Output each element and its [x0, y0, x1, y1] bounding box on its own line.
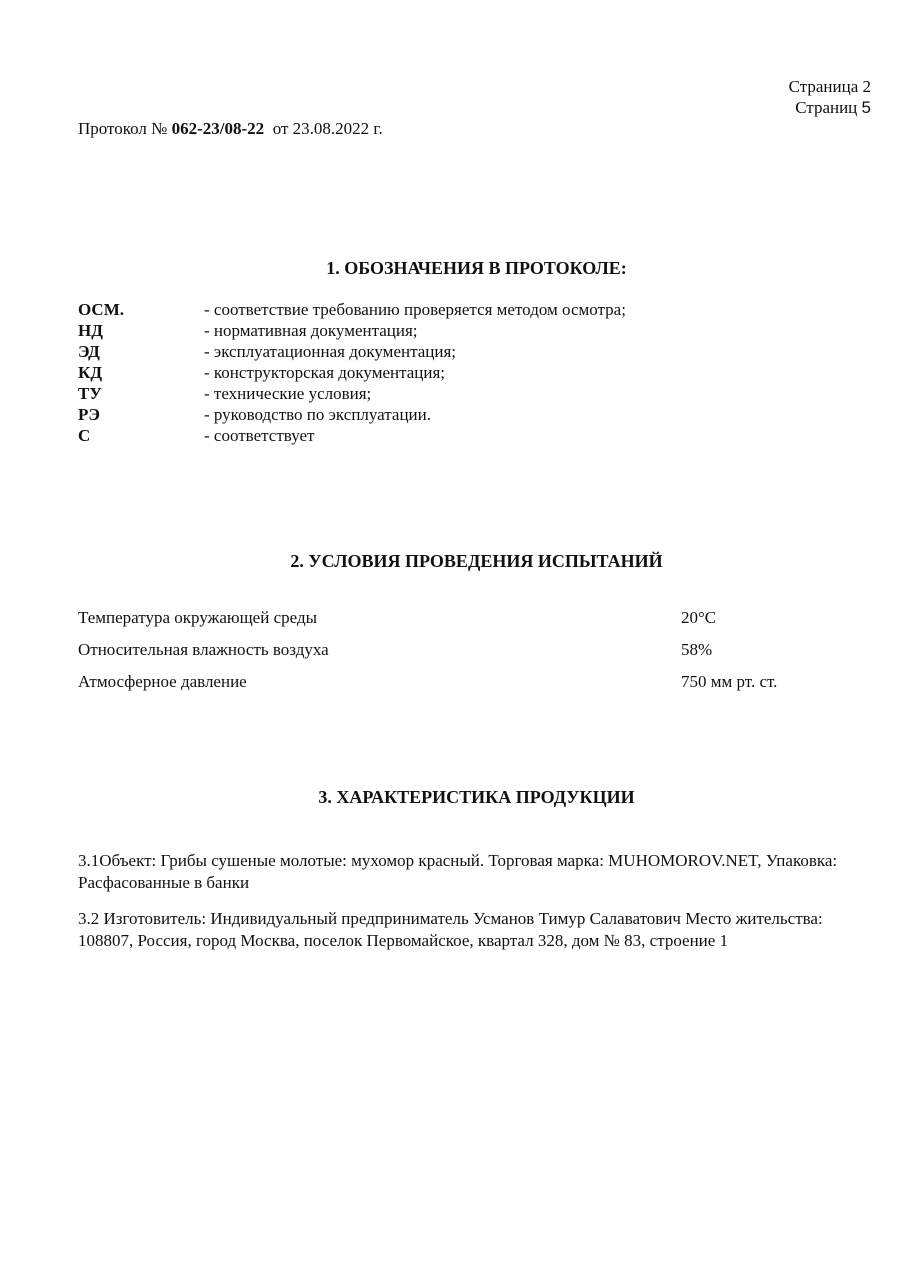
abbreviation-desc: - соответствие требованию проверяется методом осмотра; — [204, 300, 626, 319]
abbreviation-desc: - руководство по эксплуатации. — [204, 405, 432, 424]
product-object-paragraph: 3.1Объект: Грибы сушеные молотые: мухомор красный. Торговая марка: MUHOMOROV.NET, Упаковка: Расфасованные в банки — [78, 851, 838, 892]
abbreviation-code: ТУ — [78, 384, 102, 403]
abbreviation-row — [78, 383, 626, 404]
abbreviation-desc: - соответствует — [204, 426, 315, 445]
test-conditions — [78, 608, 838, 704]
condition-label: Относительная влажность воздуха — [78, 640, 329, 659]
condition-row — [78, 672, 838, 704]
abbreviation-code: С — [78, 426, 91, 445]
abbreviation-row — [78, 341, 626, 362]
abbreviation-desc: - конструкторская документация; — [204, 363, 446, 382]
abbreviation-row — [78, 404, 626, 425]
manufacturer-paragraph: 3.2 Изготовитель: Индивидуальный предприниматель Усманов Тимур Салаватович Место жительства: 108807, Россия, город Москва, поселок Первомайское, квартал 328, дом № 83, строение 1 — [78, 909, 823, 950]
abbreviation-desc: - технические условия; — [204, 384, 372, 403]
abbreviation-code: КД — [78, 363, 103, 382]
condition-value: 20°C — [681, 608, 717, 627]
condition-value: 750 мм рт. ст. — [681, 672, 778, 691]
pages-total: 5 — [861, 98, 871, 117]
protocol-date: от 23.08.2022 г. — [272, 119, 383, 138]
condition-label: Температура окружающей среды — [78, 608, 318, 627]
protocol-line — [78, 119, 383, 139]
condition-label: Атмосферное давление — [78, 672, 247, 691]
abbreviation-row — [78, 362, 626, 383]
condition-row — [78, 640, 838, 672]
abbreviation-code: ОСМ. — [78, 300, 125, 319]
condition-row — [78, 608, 838, 640]
abbreviation-desc: - эксплуатационная документация; — [204, 342, 457, 361]
abbreviation-row — [78, 299, 626, 320]
condition-value: 58% — [681, 640, 713, 659]
abbreviation-desc: - нормативная документация; — [204, 321, 418, 340]
section3-title: 3. ХАРАКТЕРИСТИКА ПРОДУКЦИИ — [318, 787, 635, 807]
pages-total-line — [789, 97, 871, 118]
abbreviation-code: РЭ — [78, 405, 100, 424]
section2-title: 2. УСЛОВИЯ ПРОВЕДЕНИЯ ИСПЫТАНИЙ — [290, 551, 663, 571]
abbreviation-code: ЭД — [78, 342, 100, 361]
page-label: Страница 2 — [788, 77, 871, 96]
page-number-block — [789, 76, 871, 118]
pages-label: Страниц — [795, 98, 858, 117]
abbreviation-list — [78, 299, 626, 446]
section1-title: 1. ОБОЗНАЧЕНИЯ В ПРОТОКОЛЕ: — [326, 258, 627, 278]
protocol-number: 062-23/08-22 — [171, 119, 265, 138]
protocol-prefix: Протокол № — [78, 119, 168, 138]
abbreviation-row — [78, 320, 626, 341]
abbreviation-row — [78, 425, 626, 446]
abbreviation-code: НД — [78, 321, 103, 340]
